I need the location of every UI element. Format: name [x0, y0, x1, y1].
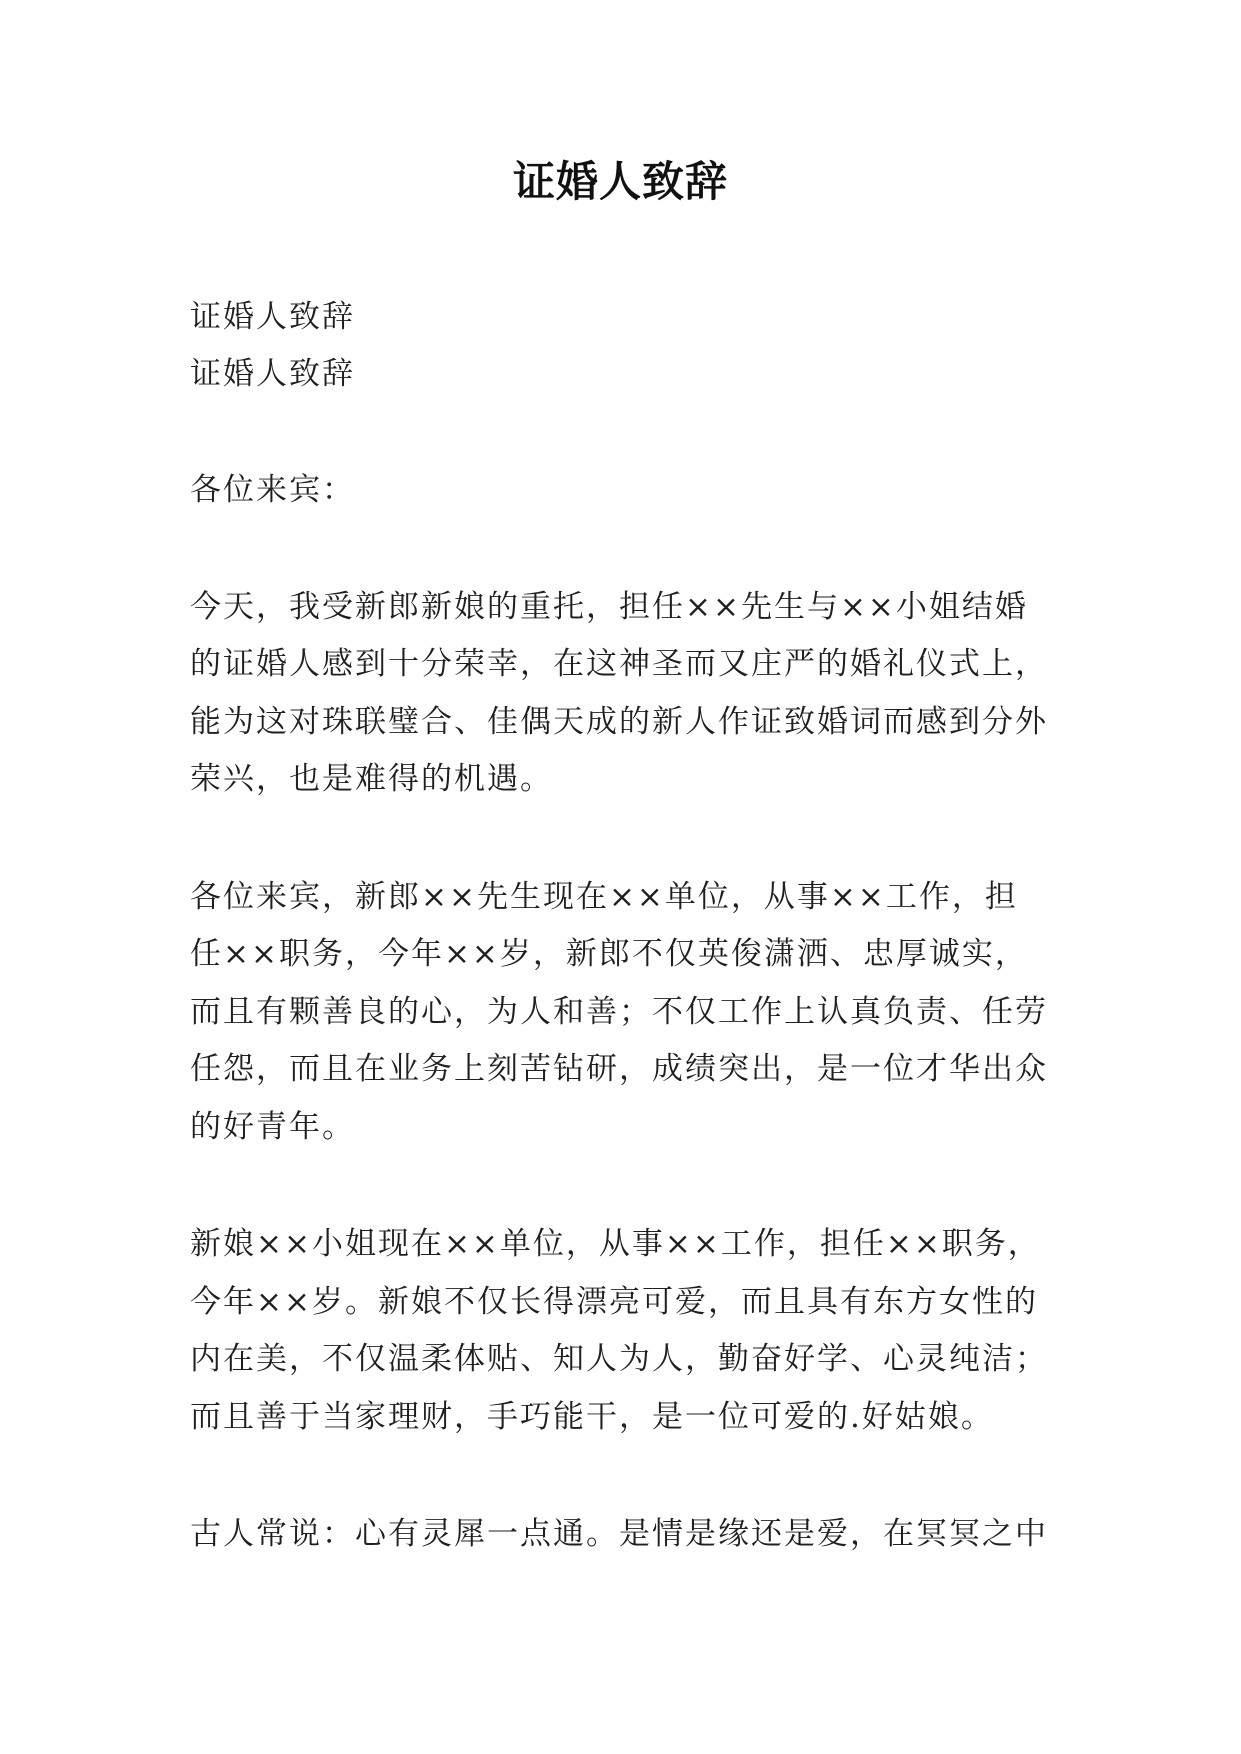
subtitle-line: 证婚人致辞: [190, 299, 355, 335]
paragraph-line: 任怨，而且在业务上刻苦钻研，成绩突出，是一位才华出众: [190, 1051, 1048, 1087]
paragraph-line: 而且有颗善良的心，为人和善；不仅工作上认真负责、任劳: [190, 994, 1048, 1030]
paragraph-line: 各位来宾，新郎××先生现在××单位，从事××工作，担: [190, 879, 1018, 915]
paragraph-line: 而且善于当家理财，手巧能干，是一位可爱的.好姑娘。: [190, 1399, 994, 1435]
paragraph-line: 的证婚人感到十分荣幸，在这神圣而又庄严的婚礼仪式上，: [190, 646, 1048, 682]
greeting: 各位来宾：: [190, 472, 355, 508]
paragraph-line: 今天，我受新郎新娘的重托，担任××先生与××小姐结婚: [190, 589, 1028, 625]
page-title: 证婚人致辞: [512, 157, 728, 206]
subtitle-line: 证婚人致辞: [190, 356, 355, 392]
paragraph-line: 荣兴，也是难得的机遇。: [190, 761, 553, 797]
paragraph-line: 新娘××小姐现在××单位，从事××工作，担任××职务，: [190, 1226, 1041, 1262]
paragraph-line: 古人常说：心有灵犀一点通。是情是缘还是爱，在冥冥之中: [190, 1516, 1048, 1552]
paragraph-line: 的好青年。: [190, 1109, 355, 1145]
paragraph-line: 今年××岁。新娘不仅长得漂亮可爱，而且具有东方女性的: [190, 1284, 1038, 1320]
paragraph-line: 任××职务，今年××岁，新郎不仅英俊潇洒、忠厚诚实，: [190, 936, 1028, 972]
paragraph-line: 能为这对珠联璧合、佳偶天成的新人作证致婚词而感到分外: [190, 704, 1048, 740]
paragraph-line: 内在美，不仅温柔体贴、知人为人，勤奋好学、心灵纯洁；: [190, 1341, 1048, 1377]
